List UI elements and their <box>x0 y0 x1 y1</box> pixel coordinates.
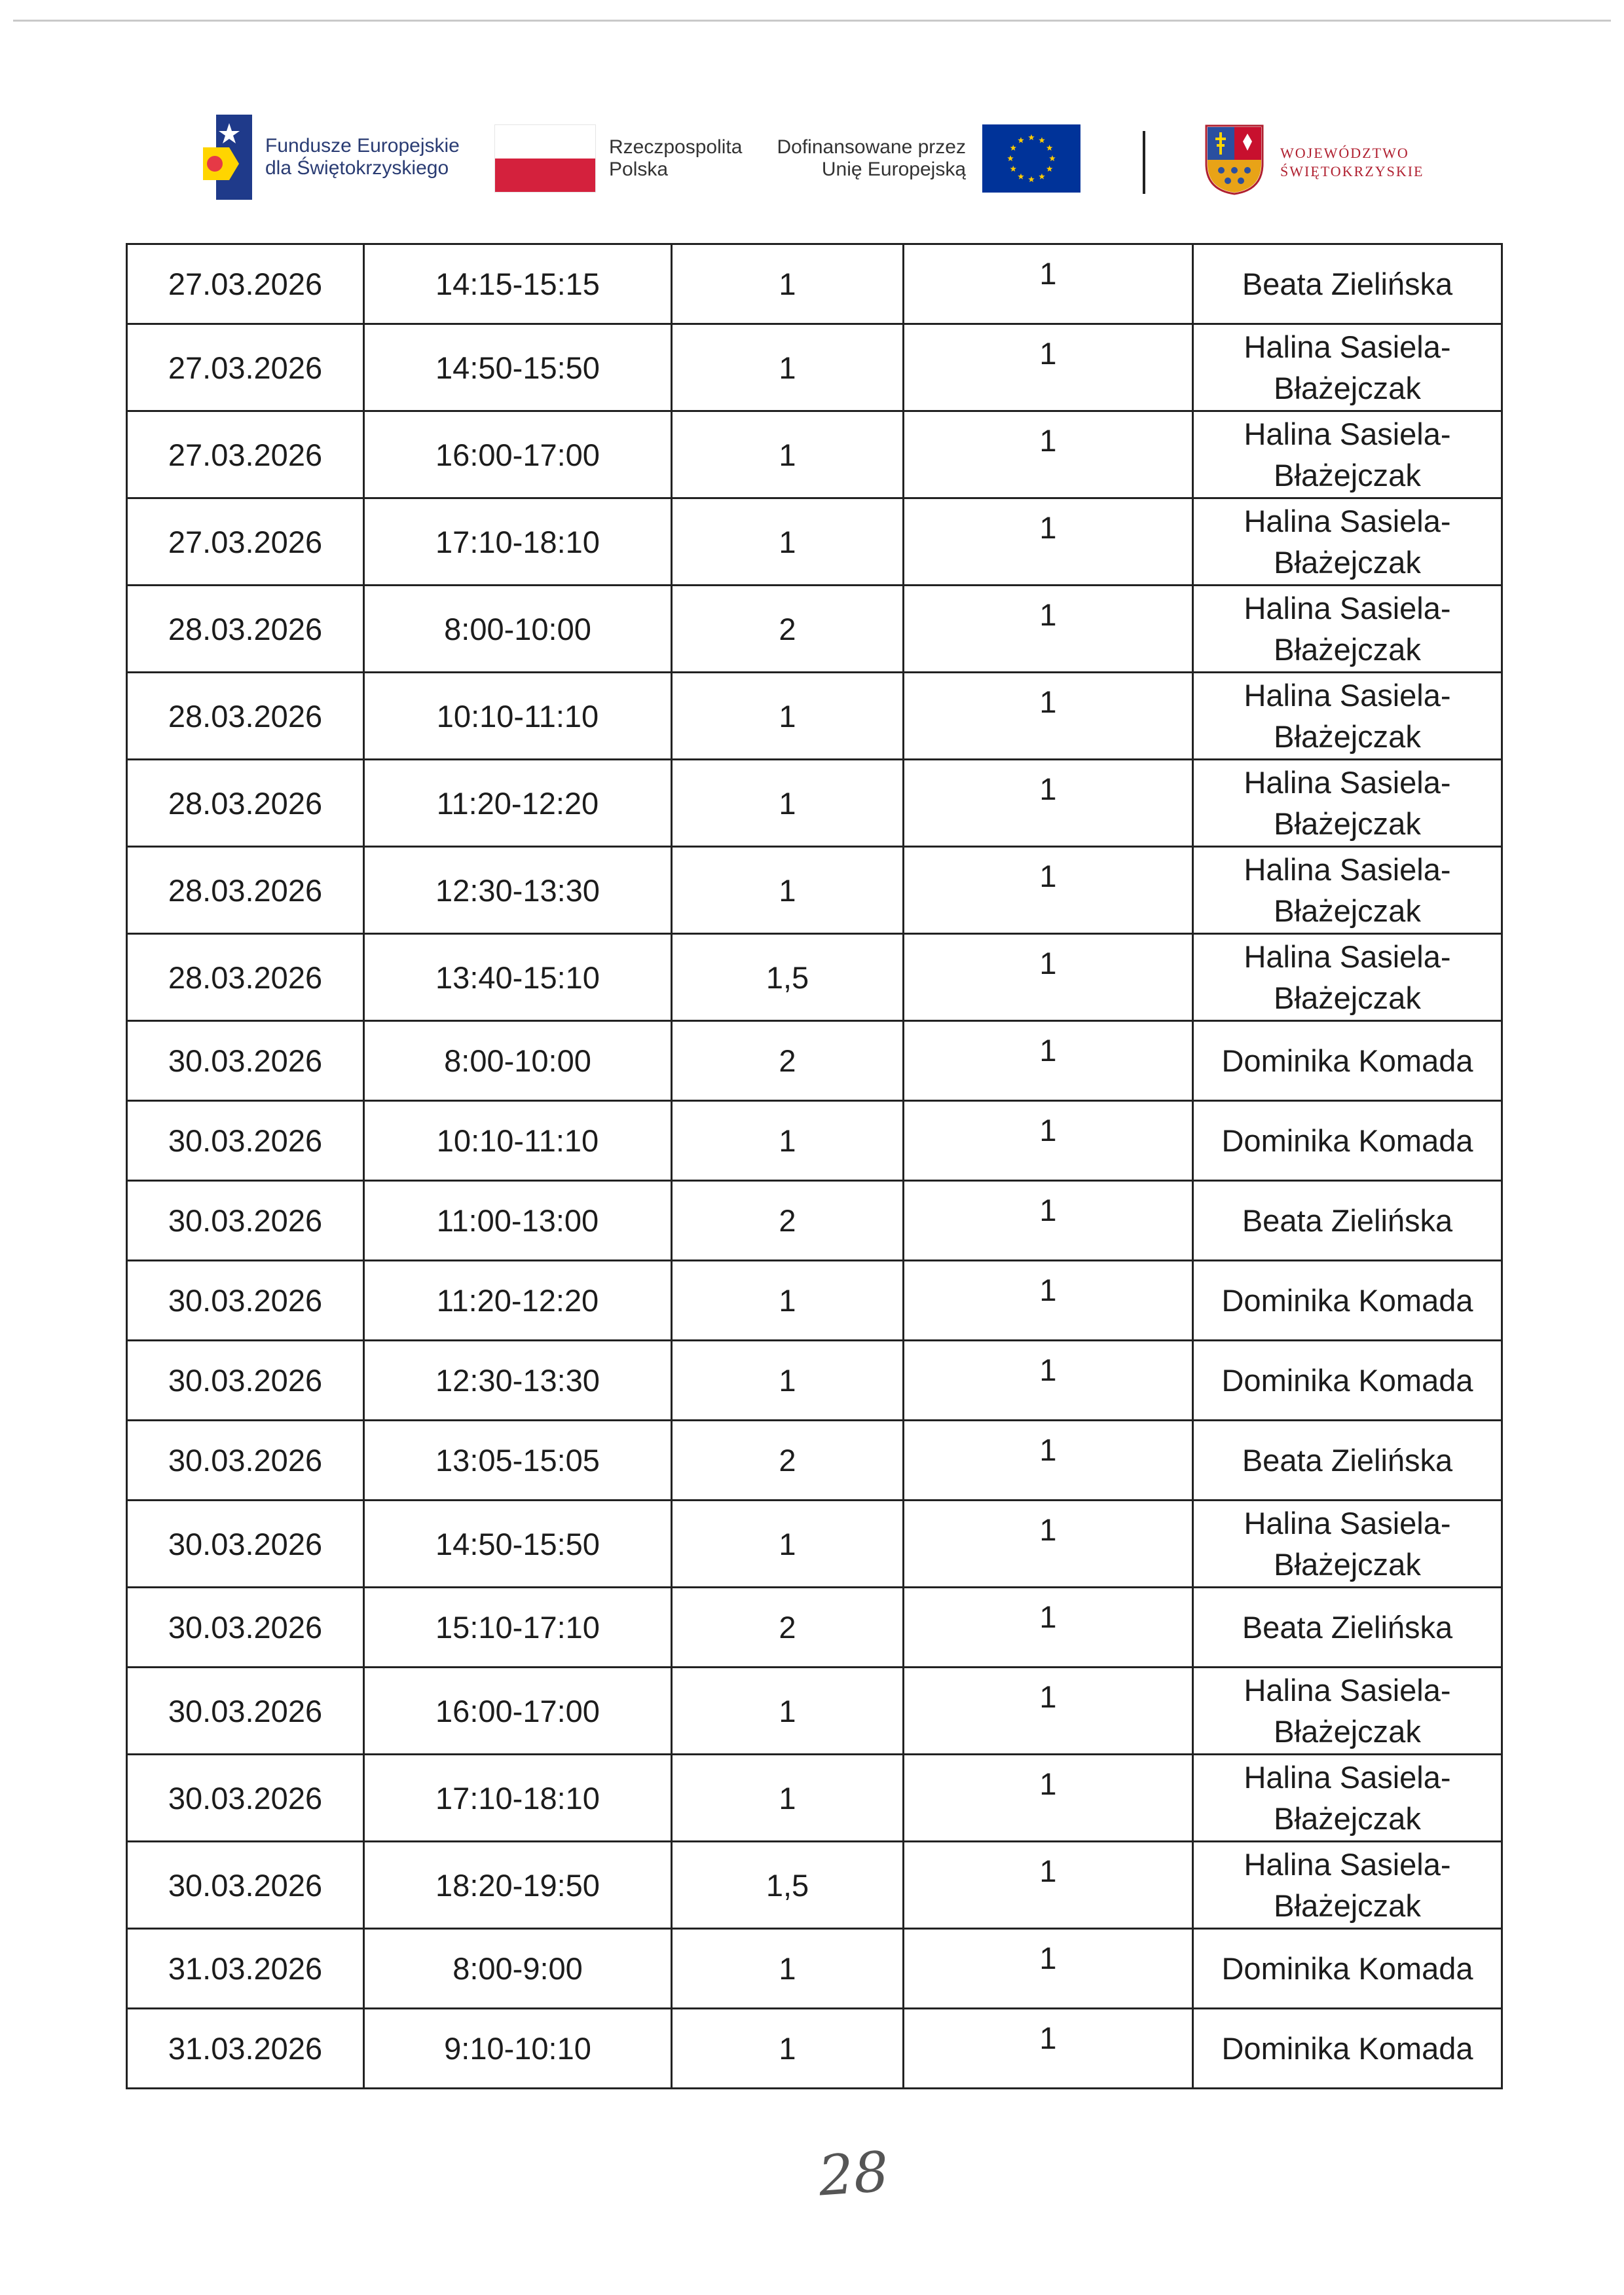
hours-cell-text: 2 <box>779 1203 796 1238</box>
time-cell <box>364 1421 672 1501</box>
trainer-cell <box>1193 1181 1502 1261</box>
date-cell-text: 30.03.2026 <box>168 1203 323 1238</box>
hours-cell <box>672 1668 904 1755</box>
time-cell <box>364 673 672 760</box>
trainer-cell <box>1193 1588 1502 1668</box>
count-cell-text: 1 <box>1039 597 1057 632</box>
logo-strip <box>0 105 1624 210</box>
trainer-cell-text: Halina Sasiela- Błażejczak <box>1244 765 1451 841</box>
time-cell-text: 13:40-15:10 <box>435 960 600 995</box>
hours-cell <box>672 760 904 847</box>
time-cell-text: 14:15-15:15 <box>435 267 600 301</box>
time-cell-text: 10:10-11:10 <box>436 1123 599 1158</box>
table-row <box>127 1101 1502 1181</box>
count-cell <box>904 1341 1193 1421</box>
time-cell-text: 13:05-15:05 <box>435 1443 600 1478</box>
count-cell <box>904 1588 1193 1668</box>
table-row <box>127 1501 1502 1588</box>
hours-cell-text: 1 <box>779 698 796 734</box>
trainer-cell-text: Dominika Komada <box>1221 1123 1473 1158</box>
trainer-cell-text: Beata Zielińska <box>1242 1443 1453 1478</box>
count-cell-text: 1 <box>1039 684 1057 719</box>
count-cell <box>904 1668 1193 1755</box>
date-cell-text: 27.03.2026 <box>168 350 323 385</box>
trainer-cell-text: Beata Zielińska <box>1242 267 1453 301</box>
count-cell <box>904 1755 1193 1842</box>
hours-cell <box>672 324 904 411</box>
trainer-cell-text: Halina Sasiela- Błażejczak <box>1244 1673 1451 1749</box>
date-cell-text: 30.03.2026 <box>168 1283 323 1318</box>
hours-cell-text: 1 <box>779 872 796 908</box>
count-cell-text: 1 <box>1039 1432 1057 1467</box>
coat-of-arms-icon <box>1205 124 1264 195</box>
time-cell <box>364 244 672 324</box>
trainer-cell <box>1193 411 1502 498</box>
trainer-cell <box>1193 1021 1502 1101</box>
trainer-cell <box>1193 1755 1502 1842</box>
table-row <box>127 760 1502 847</box>
table-row <box>127 673 1502 760</box>
hours-cell <box>672 498 904 586</box>
count-cell <box>904 1842 1193 1929</box>
hours-cell <box>672 244 904 324</box>
count-cell-text: 1 <box>1039 336 1057 371</box>
date-cell <box>127 498 364 586</box>
trainer-cell <box>1193 847 1502 934</box>
trainer-cell-text: Halina Sasiela- Błażejczak <box>1244 591 1451 667</box>
trainer-cell <box>1193 1341 1502 1421</box>
date-cell <box>127 1261 364 1341</box>
time-cell <box>364 586 672 673</box>
eu-flag-icon <box>982 124 1080 193</box>
time-cell <box>364 1668 672 1755</box>
time-cell <box>364 1101 672 1181</box>
trainer-cell-text: Halina Sasiela- Błażejczak <box>1244 852 1451 928</box>
count-cell <box>904 244 1193 324</box>
hours-cell-text: 1 <box>779 1363 796 1398</box>
date-cell-text: 28.03.2026 <box>168 785 323 821</box>
hours-cell-text: 1 <box>779 1123 796 1158</box>
trainer-cell <box>1193 1668 1502 1755</box>
trainer-cell <box>1193 673 1502 760</box>
hours-cell-text: 2 <box>779 611 796 646</box>
polish-flag-icon <box>494 124 596 193</box>
count-cell <box>904 1021 1193 1101</box>
time-cell <box>364 1021 672 1101</box>
handwritten-page-number: 28 <box>816 2139 891 2209</box>
hours-cell-text: 1 <box>779 1780 796 1816</box>
time-cell-text: 17:10-18:10 <box>435 1780 600 1816</box>
time-cell-text: 11:20-12:20 <box>436 1283 599 1318</box>
time-cell <box>364 1588 672 1668</box>
hours-cell <box>672 1588 904 1668</box>
date-cell <box>127 847 364 934</box>
count-cell <box>904 411 1193 498</box>
time-cell <box>364 1501 672 1588</box>
hours-cell-text: 2 <box>779 1043 796 1078</box>
hours-cell-text: 2 <box>779 1610 796 1645</box>
date-cell-text: 28.03.2026 <box>168 960 323 995</box>
table-row <box>127 1021 1502 1101</box>
table-row <box>127 586 1502 673</box>
trainer-cell-text: Beata Zielińska <box>1242 1203 1453 1238</box>
count-cell-text: 1 <box>1039 1766 1057 1801</box>
time-cell <box>364 1181 672 1261</box>
count-cell <box>904 760 1193 847</box>
time-cell-text: 18:20-19:50 <box>435 1867 600 1903</box>
date-cell <box>127 1101 364 1181</box>
trainer-cell-text: Halina Sasiela- Błażejczak <box>1244 678 1451 754</box>
eu-cofunded-logo <box>773 124 1080 196</box>
count-cell-text: 1 <box>1039 1941 1057 1975</box>
count-cell-text: 1 <box>1039 772 1057 806</box>
trainer-cell-text: Halina Sasiela- Błażejczak <box>1244 1506 1451 1582</box>
date-cell <box>127 1588 364 1668</box>
hours-cell <box>672 934 904 1021</box>
rzeczpospolita-polska-logo <box>494 124 756 196</box>
trainer-cell <box>1193 2009 1502 2089</box>
trainer-cell-text: Dominika Komada <box>1221 1283 1473 1318</box>
table-row <box>127 244 1502 324</box>
date-cell <box>127 934 364 1021</box>
time-cell-text: 15:10-17:10 <box>435 1610 600 1645</box>
time-cell-text: 16:00-17:00 <box>435 437 600 472</box>
table-row <box>127 324 1502 411</box>
trainer-cell <box>1193 934 1502 1021</box>
count-cell <box>904 1101 1193 1181</box>
hours-cell-text: 1 <box>779 1283 796 1318</box>
hours-cell-text: 1 <box>779 267 796 301</box>
fundusze-europejskie-logo <box>203 111 460 203</box>
hours-cell <box>672 411 904 498</box>
trainer-cell <box>1193 1842 1502 1929</box>
trainer-cell <box>1193 586 1502 673</box>
date-cell-text: 30.03.2026 <box>168 1123 323 1158</box>
time-cell-text: 12:30-13:30 <box>435 872 600 908</box>
hours-cell <box>672 1341 904 1421</box>
date-cell <box>127 324 364 411</box>
trainer-cell-text: Dominika Komada <box>1221 1363 1473 1398</box>
hours-cell-text: 1,5 <box>766 1867 809 1903</box>
trainer-cell <box>1193 1421 1502 1501</box>
date-cell-text: 30.03.2026 <box>168 1693 323 1728</box>
count-cell-text: 1 <box>1039 946 1057 980</box>
trainer-cell <box>1193 244 1502 324</box>
date-cell-text: 27.03.2026 <box>168 267 323 301</box>
rzeczpospolita-polska-text: Rzeczpospolita Polska <box>609 136 743 180</box>
date-cell <box>127 760 364 847</box>
date-cell-text: 30.03.2026 <box>168 1867 323 1903</box>
date-cell <box>127 1929 364 2009</box>
hours-cell <box>672 847 904 934</box>
time-cell <box>364 1261 672 1341</box>
hours-cell <box>672 673 904 760</box>
time-cell <box>364 760 672 847</box>
time-cell <box>364 934 672 1021</box>
trainer-cell-text: Halina Sasiela- Błażejczak <box>1244 939 1451 1015</box>
date-cell <box>127 673 364 760</box>
time-cell-text: 14:50-15:50 <box>435 350 600 385</box>
time-cell-text: 17:10-18:10 <box>435 524 600 559</box>
schedule-table-body <box>127 244 1502 2089</box>
trainer-cell <box>1193 324 1502 411</box>
time-cell-text: 12:30-13:30 <box>435 1363 600 1398</box>
time-cell <box>364 847 672 934</box>
count-cell-text: 1 <box>1039 1113 1057 1148</box>
count-cell-text: 1 <box>1039 1679 1057 1714</box>
table-row <box>127 1668 1502 1755</box>
hours-cell-text: 1 <box>779 1526 796 1561</box>
date-cell-text: 27.03.2026 <box>168 524 323 559</box>
count-cell-text: 1 <box>1039 1273 1057 1307</box>
logo-divider <box>1143 131 1145 194</box>
count-cell <box>904 847 1193 934</box>
count-cell <box>904 1181 1193 1261</box>
date-cell <box>127 1842 364 1929</box>
date-cell-text: 30.03.2026 <box>168 1363 323 1398</box>
hours-cell <box>672 1181 904 1261</box>
hours-cell <box>672 1501 904 1588</box>
time-cell-text: 9:10-10:10 <box>444 2031 591 2066</box>
trainer-cell-text: Halina Sasiela- Błażejczak <box>1244 504 1451 580</box>
trainer-cell <box>1193 760 1502 847</box>
time-cell <box>364 1755 672 1842</box>
trainer-cell <box>1193 498 1502 586</box>
date-cell <box>127 411 364 498</box>
count-cell <box>904 1421 1193 1501</box>
date-cell-text: 28.03.2026 <box>168 698 323 734</box>
count-cell-text: 1 <box>1039 1599 1057 1634</box>
date-cell-text: 31.03.2026 <box>168 1951 323 1986</box>
date-cell <box>127 586 364 673</box>
trainer-cell-text: Dominika Komada <box>1221 1043 1473 1078</box>
table-row <box>127 1755 1502 1842</box>
wojewodztwo-swietokrzyskie-text: WOJEWÓDZTWO ŚWIĘTOKRZYSKIE <box>1280 145 1424 179</box>
hours-cell-text: 1 <box>779 350 796 385</box>
count-cell-text: 1 <box>1039 1854 1057 1888</box>
hours-cell <box>672 1261 904 1341</box>
trainer-cell-text: Dominika Komada <box>1221 2031 1473 2066</box>
time-cell-text: 16:00-17:00 <box>435 1693 600 1728</box>
time-cell-text: 14:50-15:50 <box>435 1526 600 1561</box>
table-row <box>127 934 1502 1021</box>
count-cell-text: 1 <box>1039 1193 1057 1227</box>
date-cell-text: 31.03.2026 <box>168 2031 323 2066</box>
time-cell-text: 8:00-9:00 <box>452 1951 583 1986</box>
hours-cell-text: 1 <box>779 437 796 472</box>
count-cell-text: 1 <box>1039 859 1057 893</box>
count-cell <box>904 498 1193 586</box>
table-row <box>127 1421 1502 1501</box>
date-cell-text: 30.03.2026 <box>168 1610 323 1645</box>
date-cell <box>127 1341 364 1421</box>
table-row <box>127 1588 1502 1668</box>
time-cell <box>364 1842 672 1929</box>
trainer-cell <box>1193 1261 1502 1341</box>
table-row <box>127 1341 1502 1421</box>
count-cell-text: 1 <box>1039 1033 1057 1068</box>
count-cell <box>904 586 1193 673</box>
trainer-cell-text: Halina Sasiela- Błażejczak <box>1244 329 1451 405</box>
trainer-cell-text: Beata Zielińska <box>1242 1610 1453 1645</box>
count-cell-text: 1 <box>1039 1353 1057 1387</box>
table-row <box>127 2009 1502 2089</box>
schedule-table <box>126 243 1503 2089</box>
date-cell-text: 28.03.2026 <box>168 872 323 908</box>
count-cell <box>904 1261 1193 1341</box>
time-cell-text: 8:00-10:00 <box>444 611 591 646</box>
table-row <box>127 847 1502 934</box>
table-row <box>127 1842 1502 1929</box>
hours-cell <box>672 1929 904 2009</box>
date-cell-text: 30.03.2026 <box>168 1443 323 1478</box>
hours-cell <box>672 1101 904 1181</box>
table-row <box>127 1261 1502 1341</box>
hours-cell-text: 2 <box>779 1443 796 1478</box>
scan-edge-line <box>13 20 1611 22</box>
date-cell <box>127 1755 364 1842</box>
trainer-cell <box>1193 1101 1502 1181</box>
time-cell-text: 11:00-13:00 <box>436 1203 599 1238</box>
hours-cell-text: 1,5 <box>766 960 809 995</box>
time-cell <box>364 411 672 498</box>
date-cell-text: 30.03.2026 <box>168 1780 323 1816</box>
time-cell <box>364 498 672 586</box>
date-cell <box>127 244 364 324</box>
count-cell <box>904 673 1193 760</box>
trainer-cell <box>1193 1501 1502 1588</box>
count-cell-text: 1 <box>1039 2021 1057 2055</box>
table-row <box>127 411 1502 498</box>
hours-cell <box>672 1755 904 1842</box>
table-row <box>127 1929 1502 2009</box>
date-cell <box>127 1181 364 1261</box>
table-row <box>127 1181 1502 1261</box>
trainer-cell-text: Halina Sasiela- Błażejczak <box>1244 1847 1451 1923</box>
count-cell <box>904 934 1193 1021</box>
trainer-cell-text: Dominika Komada <box>1221 1951 1473 1986</box>
time-cell <box>364 1929 672 2009</box>
hours-cell <box>672 1421 904 1501</box>
date-cell-text: 30.03.2026 <box>168 1526 323 1561</box>
time-cell-text: 8:00-10:00 <box>444 1043 591 1078</box>
hours-cell <box>672 1021 904 1101</box>
time-cell <box>364 1341 672 1421</box>
date-cell <box>127 1021 364 1101</box>
hours-cell-text: 1 <box>779 2031 796 2066</box>
time-cell-text: 11:20-12:20 <box>436 785 599 821</box>
count-cell <box>904 2009 1193 2089</box>
hours-cell <box>672 2009 904 2089</box>
count-cell <box>904 324 1193 411</box>
date-cell <box>127 1421 364 1501</box>
hours-cell <box>672 1842 904 1929</box>
eu-cofunded-text: Dofinansowane przez Unię Europejską <box>777 136 966 180</box>
hours-cell-text: 1 <box>779 524 796 559</box>
hours-cell-text: 1 <box>779 1951 796 1986</box>
hours-cell-text: 1 <box>779 1693 796 1728</box>
count-cell-text: 1 <box>1039 510 1057 545</box>
count-cell-text: 1 <box>1039 256 1057 291</box>
count-cell-text: 1 <box>1039 423 1057 458</box>
wojewodztwo-swietokrzyskie-logo <box>1205 124 1441 196</box>
time-cell <box>364 2009 672 2089</box>
hours-cell <box>672 586 904 673</box>
fundusze-europejskie-emblem-icon <box>203 111 255 203</box>
date-cell-text: 30.03.2026 <box>168 1043 323 1078</box>
trainer-cell <box>1193 1929 1502 2009</box>
date-cell-text: 28.03.2026 <box>168 611 323 646</box>
hours-cell-text: 1 <box>779 785 796 821</box>
count-cell <box>904 1501 1193 1588</box>
time-cell-text: 10:10-11:10 <box>436 698 599 734</box>
date-cell <box>127 1501 364 1588</box>
count-cell <box>904 1929 1193 2009</box>
fundusze-europejskie-text: Fundusze Europejskie dla Świętokrzyskiego <box>265 135 460 179</box>
date-cell-text: 27.03.2026 <box>168 437 323 472</box>
trainer-cell-text: Halina Sasiela- Błażejczak <box>1244 1760 1451 1836</box>
date-cell <box>127 2009 364 2089</box>
trainer-cell-text: Halina Sasiela- Błażejczak <box>1244 417 1451 493</box>
table-row <box>127 498 1502 586</box>
time-cell <box>364 324 672 411</box>
date-cell <box>127 1668 364 1755</box>
count-cell-text: 1 <box>1039 1512 1057 1547</box>
